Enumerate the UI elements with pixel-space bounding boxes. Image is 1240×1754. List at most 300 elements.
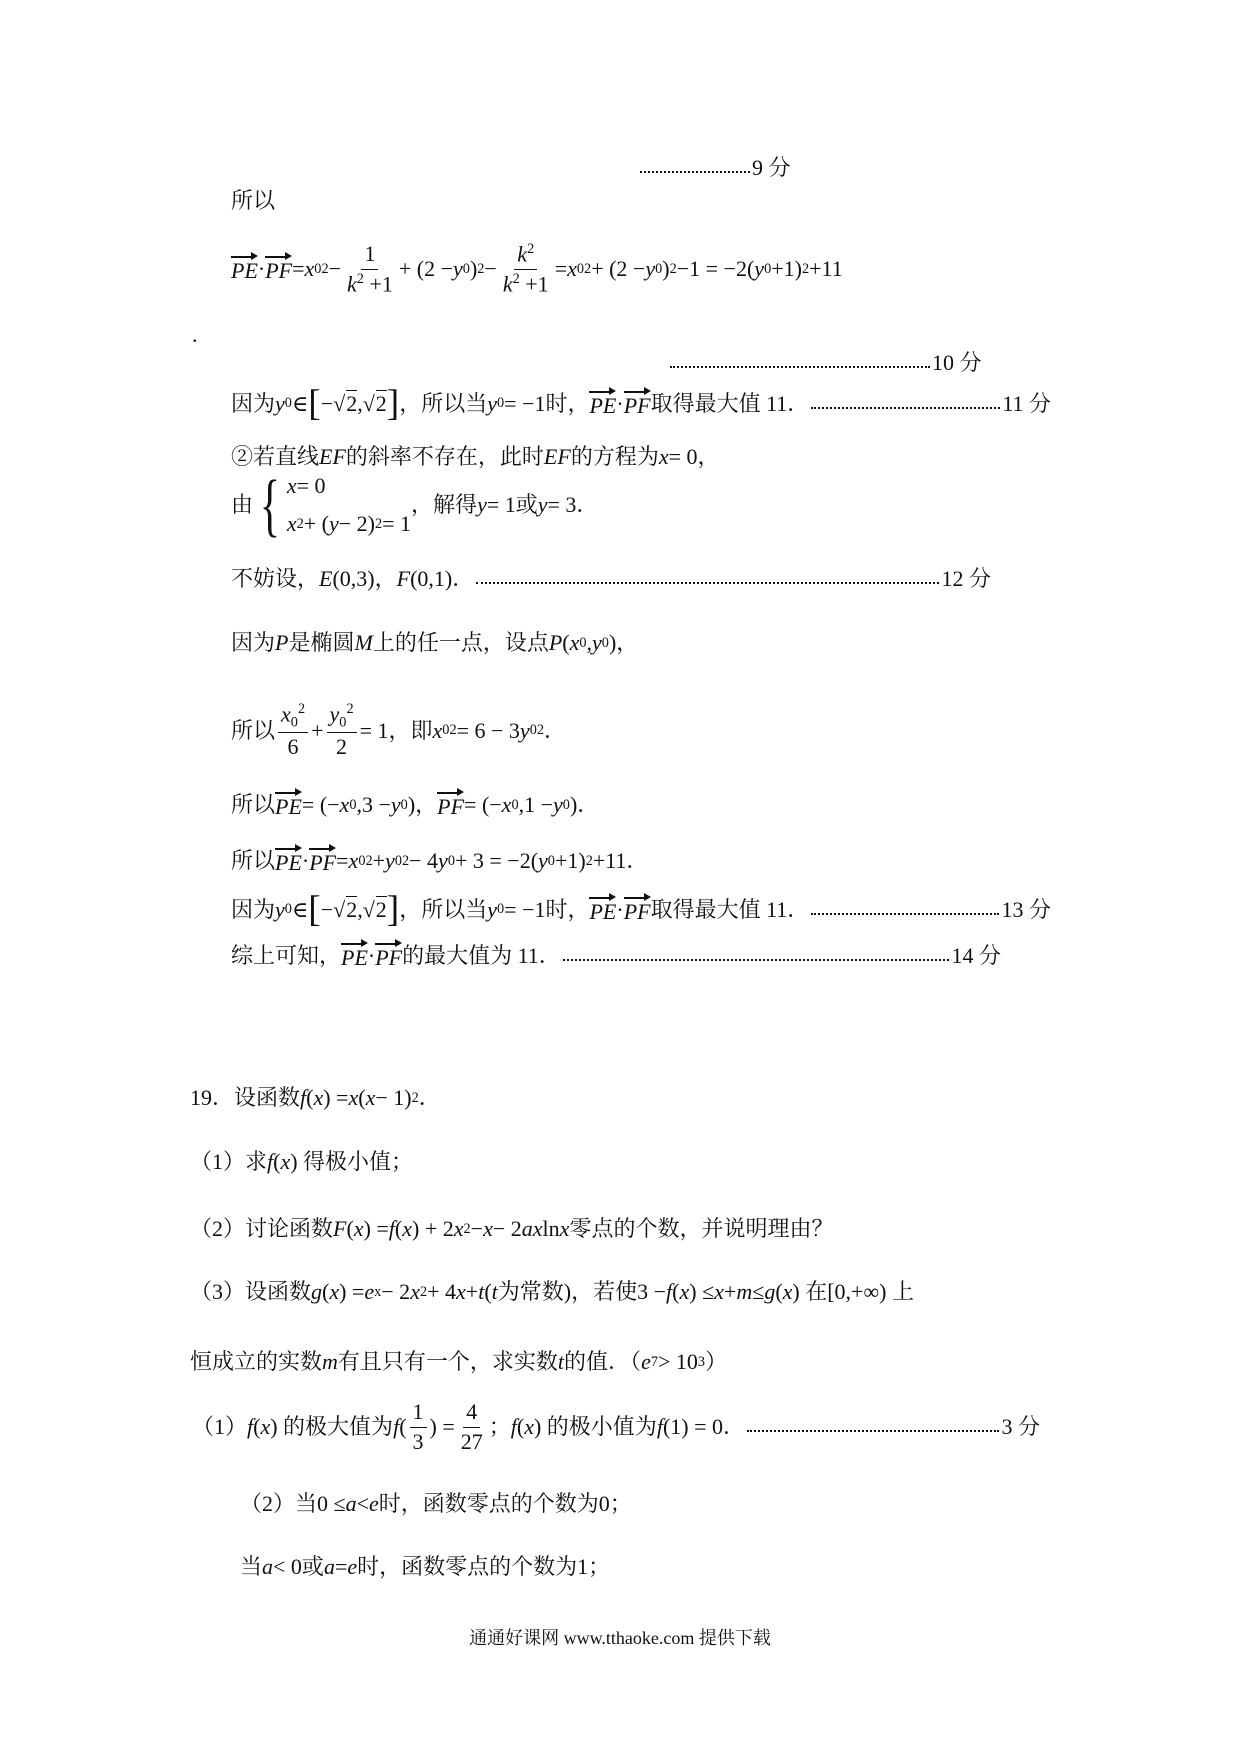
text-run: 1 — [364, 241, 376, 267]
vector: PE — [231, 254, 258, 284]
text-line — [231, 891, 1051, 928]
text-run: ln — [542, 1216, 560, 1241]
subscript: 0 — [655, 261, 663, 278]
text-run: 因为 — [231, 390, 276, 416]
denominator — [333, 733, 350, 762]
math-variable: g — [764, 1279, 776, 1304]
math-variable: x — [281, 701, 291, 727]
text-run: + — [465, 1279, 479, 1304]
text-run: ) — [662, 256, 670, 282]
vector: PF — [624, 389, 651, 419]
text-line — [231, 700, 566, 762]
superscript: 2 — [669, 261, 677, 278]
text-run: ( — [775, 1279, 783, 1304]
superscript: 2 — [374, 515, 383, 532]
text-run: 由 — [231, 492, 254, 517]
text-run: +11． — [592, 848, 649, 873]
vector: PF — [437, 790, 464, 820]
superscript: 2 — [365, 852, 373, 869]
text-line — [231, 846, 648, 876]
math-variable: y — [275, 390, 285, 416]
big-bracket: ] — [386, 383, 400, 424]
math-variable: f — [666, 1279, 673, 1304]
subscript: 0 — [547, 852, 555, 869]
text-run: = — [554, 256, 568, 282]
math-variable: M — [354, 630, 373, 655]
text-run: 10 分 — [932, 350, 982, 375]
text-run: 时，函数零点的个数为1； — [357, 1554, 611, 1579]
text-run: = −1时， — [504, 390, 590, 416]
footer-text — [0, 1628, 1240, 1650]
superscript: 2 — [477, 261, 485, 278]
text-run: )， — [608, 630, 639, 655]
leader-dots — [563, 959, 950, 961]
math-variable: x — [483, 1216, 493, 1241]
math-variable: x — [456, 1279, 466, 1304]
text-run: ) 的极小值为 — [533, 1413, 657, 1439]
text-run: − — [484, 256, 497, 282]
math-variable: y — [453, 256, 463, 282]
math-variable: y — [438, 848, 448, 873]
text-run: −1 = −2( — [676, 256, 755, 282]
math-variable: y — [390, 792, 401, 817]
text-run: > 10 — [657, 1349, 698, 1374]
math-variable: x — [339, 792, 350, 817]
superscript: 2 — [321, 261, 329, 278]
numerator — [463, 1398, 480, 1428]
text-line — [231, 790, 599, 820]
text-run: 所以 — [231, 848, 276, 873]
math-variable: m — [322, 1349, 338, 1374]
math-variable: ax — [521, 1216, 543, 1241]
text-line — [231, 566, 991, 592]
vector: PF — [624, 895, 651, 925]
math-variable: P — [275, 630, 289, 655]
numerator — [361, 240, 378, 270]
math-variable: x — [658, 444, 669, 469]
text-run: 时，函数零点的个数为0； — [378, 1491, 632, 1516]
subscript: 0 — [764, 261, 772, 278]
math-variable: y — [385, 848, 395, 873]
math-variable: a — [262, 1554, 274, 1579]
text-run: +1 — [519, 271, 549, 297]
text-run: ∈ — [291, 390, 309, 416]
math-variable: x — [304, 256, 315, 282]
subscript: 0 — [576, 261, 585, 278]
text-run: = (− — [464, 792, 502, 817]
sqrt-sign-icon: √ — [333, 390, 346, 416]
math-variable: x — [714, 1279, 724, 1304]
text-run: +1) — [554, 848, 586, 873]
text-run: 的最大值为 11． — [402, 943, 561, 968]
text-run: = — [292, 256, 305, 282]
text-run: ) = — [339, 1279, 365, 1304]
text-run: 因为 — [231, 896, 276, 922]
text-run: 通通好课网 www.tthaoke.com 提供下载 — [469, 1628, 771, 1648]
math-variable: y — [645, 256, 656, 282]
brace-icon: { — [259, 466, 281, 544]
denominator — [344, 270, 396, 299]
text-run: ． — [544, 717, 567, 743]
math-variable: y — [553, 792, 563, 817]
math-variable: x — [353, 1216, 364, 1241]
text-run: 是椭圆 — [288, 630, 355, 655]
subscript: 0 — [511, 796, 519, 813]
text-run: − 2) — [338, 511, 375, 537]
text-run: 的值．（ — [564, 1349, 642, 1374]
text-run: − 4 — [409, 848, 439, 873]
math-variable: x — [313, 1085, 324, 1110]
superscript: 3 — [697, 1353, 706, 1370]
text-run: 取得最大值 11． — [650, 896, 810, 922]
math-variable: g — [311, 1279, 323, 1304]
subscript: 0 — [601, 634, 609, 651]
math-variable: x — [410, 1279, 420, 1304]
text-run: )， — [407, 792, 438, 817]
math-variable: m — [736, 1279, 753, 1304]
text-run: ( — [253, 1413, 261, 1439]
equation-row — [287, 473, 411, 499]
text-run: ,1 − — [518, 792, 554, 817]
text-run: + (2 − — [591, 256, 646, 282]
math-variable: x — [524, 1413, 534, 1439]
text-run: ( — [306, 1085, 314, 1110]
math-variable: a — [345, 1491, 357, 1516]
text-run: (0,3)， — [332, 566, 397, 591]
math-variable: x — [501, 792, 512, 817]
sqrt-sign-icon: √ — [362, 896, 375, 922]
math-variable: k — [502, 271, 513, 297]
text-run: 1 — [412, 1399, 424, 1424]
text-line — [638, 155, 791, 181]
math-variable: x — [559, 1216, 570, 1241]
sqrt-sign-icon: √ — [333, 896, 346, 922]
math-variable: f — [247, 1413, 254, 1439]
superscript: 2 — [296, 515, 304, 532]
text-run: + 4 — [427, 1279, 457, 1304]
text-run: 上的任一点，设点 — [372, 630, 549, 655]
math-variable: y — [519, 717, 530, 743]
sqrt-radicand: 2 — [346, 390, 358, 416]
math-variable: F — [396, 566, 411, 591]
text-run: 所以 — [231, 188, 276, 213]
fraction — [410, 1398, 427, 1456]
text-run: · — [367, 943, 376, 968]
superscript: 2 — [449, 722, 457, 739]
text-run: = — [334, 1554, 348, 1579]
text-run: 综上可知， — [231, 943, 342, 968]
superscript: 2 — [527, 241, 535, 257]
math-variable: x — [569, 630, 580, 655]
subscript: 0 — [447, 852, 455, 869]
math-variable: f — [393, 1413, 400, 1439]
math-variable: x — [432, 717, 443, 743]
subscript: 0 — [349, 796, 357, 813]
sqrt-expression — [363, 897, 387, 923]
text-run: 3 分 — [1001, 1413, 1040, 1439]
sqrt-sign-icon: √ — [362, 390, 375, 416]
text-run: , — [357, 896, 363, 922]
text-run: ) = — [363, 1216, 389, 1241]
text-run: ，所以当 — [399, 896, 488, 922]
text-line — [231, 444, 720, 470]
text-line — [190, 1149, 413, 1175]
subscript: 0 — [339, 714, 347, 731]
subscript: 0 — [497, 901, 505, 918]
math-variable: t — [478, 1279, 485, 1304]
text-run: ( — [273, 1149, 281, 1174]
denominator — [500, 270, 552, 299]
text-run: 3 — [412, 1428, 424, 1454]
superscript: 2 — [585, 852, 593, 869]
text-run: ( — [346, 1216, 354, 1241]
math-variable: x — [679, 1279, 690, 1304]
text-run: ) 的极大值为 — [270, 1413, 394, 1439]
text-run: ) 在[0,+∞) 上 — [792, 1279, 914, 1304]
subscript: 0 — [284, 395, 292, 412]
text-run: 取得最大值 11． — [650, 390, 810, 416]
text-run: 4 — [466, 1399, 478, 1424]
text-run: +11 — [809, 256, 843, 282]
text-run: 9 分 — [752, 155, 791, 180]
math-variable: P — [548, 630, 563, 655]
text-run: + — [372, 848, 386, 873]
sqrt-expression — [333, 391, 357, 417]
text-line — [190, 1085, 441, 1111]
text-run: ) ≤ — [689, 1279, 715, 1304]
text-run: ． — [418, 1085, 441, 1110]
superscript: 2 — [512, 271, 520, 288]
text-run: ，解得 — [411, 492, 478, 517]
math-variable: f — [510, 1413, 517, 1439]
math-variable: x — [329, 1279, 340, 1304]
fraction — [458, 1398, 486, 1456]
text-run: （1）求 — [190, 1149, 268, 1174]
text-run: ,3 − — [356, 792, 391, 817]
subscript: 0 — [497, 395, 505, 412]
text-line — [192, 322, 198, 348]
sqrt-radicand: 2 — [375, 896, 387, 922]
text-run: + ( — [303, 511, 329, 537]
text-run: − — [320, 896, 334, 922]
subscript: 0 — [284, 901, 292, 918]
superscript: 2 — [297, 701, 306, 717]
text-run: ( — [322, 1279, 330, 1304]
math-variable: k — [347, 271, 357, 297]
math-variable: EF — [543, 444, 571, 469]
sqrt-radicand: 2 — [375, 390, 387, 416]
text-run: 为常数)，若使3 − — [497, 1279, 667, 1304]
text-run: − 2 — [492, 1216, 522, 1241]
leader-dots — [476, 582, 939, 584]
math-variable: y — [538, 848, 548, 873]
subscript: 0 — [394, 852, 402, 869]
numerator — [514, 240, 537, 270]
text-run: · — [616, 390, 624, 416]
text-run: = — [336, 848, 349, 873]
math-variable: e — [641, 1349, 651, 1374]
denominator — [458, 1428, 486, 1457]
equation-rows — [287, 473, 411, 538]
vector: PE — [589, 895, 616, 925]
subscript: 0 — [562, 796, 570, 813]
text-run: = 1 — [382, 511, 412, 537]
text-run: 恒成立的实数 — [190, 1349, 323, 1374]
math-variable: a — [323, 1554, 335, 1579]
text-run: ) = — [323, 1085, 349, 1110]
text-run: ，所以当 — [399, 390, 488, 416]
vector: PF — [265, 254, 292, 284]
text-run: ) = — [429, 1413, 455, 1439]
math-variable: x — [402, 1216, 413, 1241]
vector: PE — [341, 941, 368, 971]
equation-row — [287, 511, 411, 537]
text-run: 所以 — [231, 717, 276, 743]
text-run: ) 得极小值； — [290, 1149, 414, 1174]
fraction — [327, 700, 357, 762]
big-bracket: ] — [386, 889, 400, 930]
math-variable: f — [656, 1413, 663, 1439]
math-variable: y — [328, 511, 339, 537]
math-variable: x — [348, 1085, 359, 1110]
text-run: = −1时， — [504, 896, 590, 922]
text-run: (0,1)． — [410, 566, 475, 591]
text-run: 的斜率不存在，此时 — [345, 444, 544, 469]
math-variable: x — [286, 472, 297, 498]
math-variable: x — [260, 1413, 271, 1439]
math-variable: y — [592, 630, 602, 655]
text-run: 19．设函数 — [190, 1085, 301, 1110]
math-variable: y — [487, 390, 497, 416]
fraction — [344, 240, 396, 299]
math-variable: x — [453, 1216, 464, 1241]
vector: PE — [275, 790, 302, 820]
text-line — [231, 240, 843, 299]
text-line — [190, 1279, 914, 1305]
text-run: 因为 — [231, 630, 276, 655]
text-run: = 1，即 — [359, 717, 433, 743]
superscript: 2 — [536, 722, 544, 739]
text-run: = 3． — [547, 492, 599, 517]
text-run: （1） — [192, 1413, 248, 1439]
math-variable: EF — [319, 444, 346, 469]
text-run: < — [356, 1491, 369, 1516]
text-line — [668, 350, 982, 376]
text-run: 13 分 — [1001, 896, 1051, 922]
subscript: 0 — [442, 722, 450, 739]
text-line — [192, 1398, 1040, 1456]
text-run: = (− — [301, 792, 340, 817]
text-line — [231, 630, 638, 656]
text-run: （2）当0 ≤ — [240, 1491, 346, 1516]
text-run: ( — [394, 1216, 403, 1241]
fraction — [500, 240, 552, 299]
text-run: · — [616, 896, 624, 922]
text-run: ( — [562, 630, 570, 655]
text-line — [190, 1216, 833, 1242]
superscript: 2 — [584, 261, 592, 278]
math-variable: y — [487, 896, 497, 922]
math-variable: k — [517, 241, 528, 267]
math-variable: t — [557, 1349, 565, 1374]
math-variable: x — [348, 848, 359, 873]
numerator — [278, 700, 308, 733]
subscript: 0 — [462, 261, 470, 278]
text-run: ②若直线 — [231, 444, 320, 469]
math-variable: e — [364, 1279, 375, 1304]
text-run: + 3 = −2( — [454, 848, 539, 873]
text-run: 14 分 — [951, 943, 1001, 968]
subscript: 0 — [529, 722, 537, 739]
text-line — [190, 1349, 727, 1375]
text-run: = 0， — [668, 444, 720, 469]
text-run: + — [311, 717, 324, 743]
text-run: , — [357, 390, 363, 416]
text-run: = 6 − 3 — [456, 717, 520, 743]
text-line — [231, 941, 1001, 971]
math-variable: E — [319, 566, 333, 591]
text-run: ( — [672, 1279, 680, 1304]
math-variable: y — [537, 492, 548, 517]
vector: PF — [309, 846, 336, 876]
leader-dots — [670, 366, 930, 368]
text-run: +1 — [363, 271, 393, 297]
subscript: 0 — [400, 796, 408, 813]
text-run: . — [192, 322, 198, 347]
text-run: ） — [705, 1349, 728, 1374]
math-variable: f — [300, 1085, 307, 1110]
math-variable: y — [329, 701, 340, 727]
text-line — [231, 385, 1051, 422]
text-run: − — [470, 1216, 484, 1241]
big-bracket: [ — [308, 889, 321, 930]
text-run: （2）讨论函数 — [190, 1216, 334, 1241]
text-run: + — [723, 1279, 737, 1304]
text-run: 所以 — [231, 792, 276, 817]
denominator — [285, 733, 302, 762]
superscript: 2 — [463, 1220, 471, 1237]
math-variable: x — [286, 511, 297, 537]
text-line — [231, 188, 275, 214]
superscript: 2 — [346, 701, 354, 717]
text-line — [231, 466, 599, 544]
text-run: − — [328, 256, 342, 282]
math-variable: e — [369, 1491, 379, 1516]
math-variable: x — [567, 256, 577, 282]
text-run: +1) — [771, 256, 802, 282]
text-run: (1) = 0． — [662, 1413, 745, 1439]
math-variable: x — [782, 1279, 793, 1304]
math-variable: F — [333, 1216, 347, 1241]
vector: PF — [375, 941, 402, 971]
sqrt-expression — [363, 391, 387, 417]
subscript: 0 — [358, 852, 366, 869]
superscript: 2 — [356, 270, 364, 287]
text-run: · — [257, 256, 266, 282]
math-variable: y — [275, 896, 285, 922]
superscript: 2 — [419, 1283, 428, 1300]
leader-dots — [811, 407, 1000, 409]
text-run: 27 — [460, 1428, 483, 1454]
text-run: 不妨设， — [231, 566, 320, 591]
text-run: · — [301, 848, 310, 873]
text-run: 2 — [336, 734, 348, 760]
text-run: − 1) — [375, 1085, 412, 1110]
leader-dots — [811, 913, 999, 915]
text-run: )． — [569, 792, 600, 817]
superscript: 2 — [801, 261, 810, 278]
text-run: ( — [358, 1085, 366, 1110]
